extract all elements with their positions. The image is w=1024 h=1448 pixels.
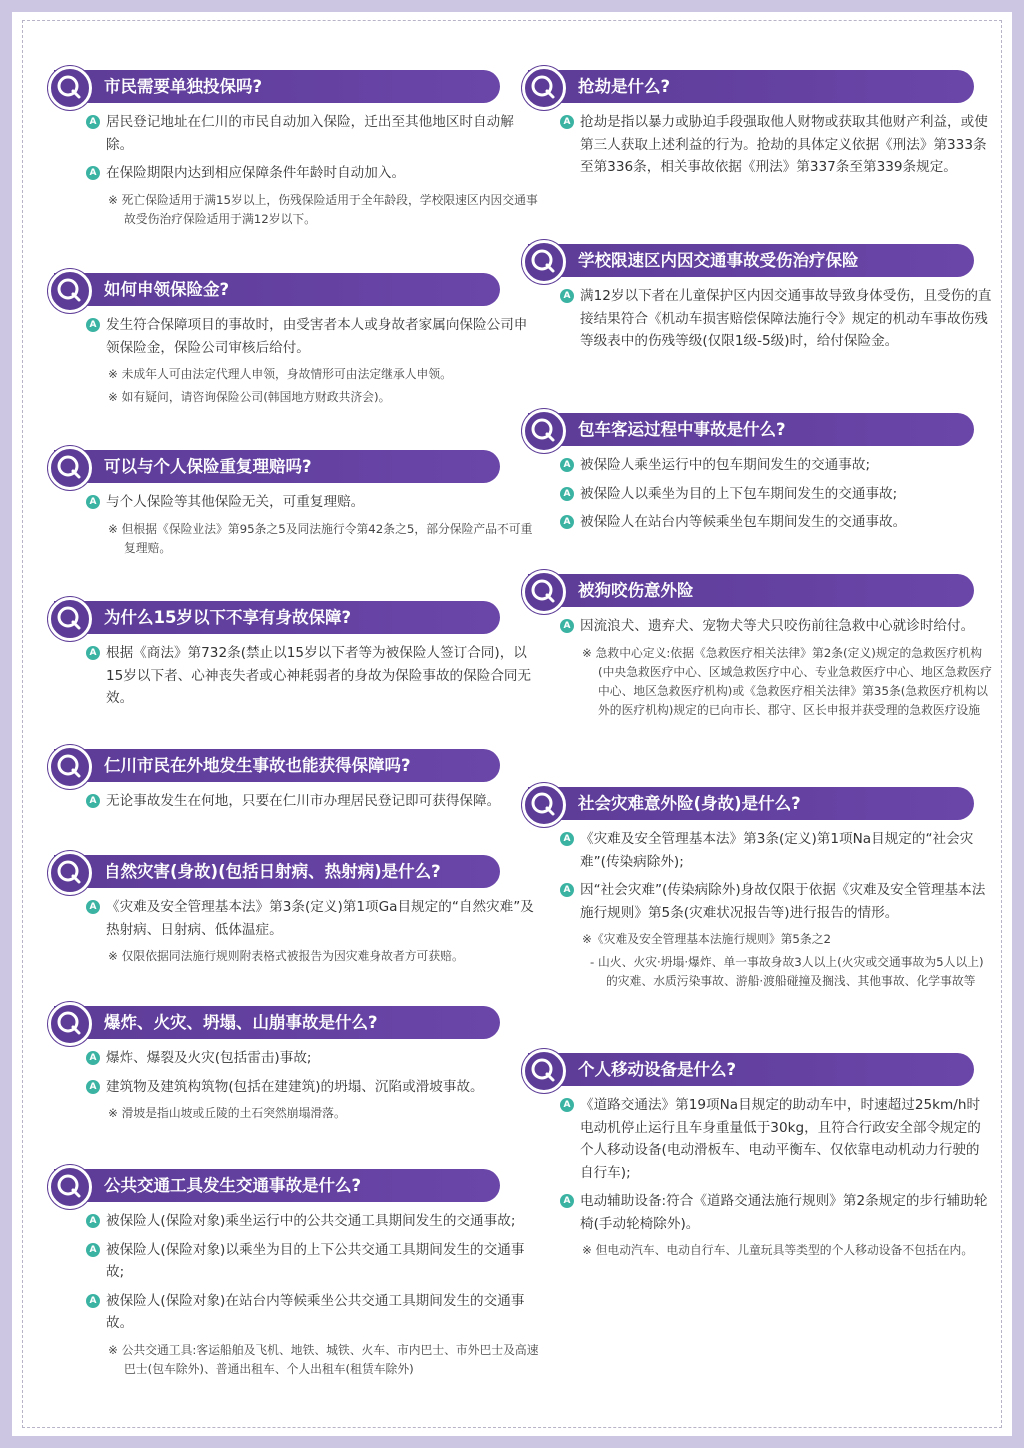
qa-block: [524, 1053, 992, 1264]
a-icon: A: [560, 515, 574, 529]
answer-text: 《道路交通法》第19项Na目规定的助动车中，时速超过25km/h时电动机停止运行且车身重量低于30kg，且符合行政安全部令规定的个人移动设备(电动滑板车、电动平衡车、仅依靠电动机动力行驶的自行车);: [580, 1097, 981, 1181]
q-icon: [522, 409, 566, 453]
qa-block: [524, 413, 992, 540]
a-icon: A: [86, 794, 100, 808]
qa-block: [50, 273, 540, 411]
a-icon: A: [560, 1194, 574, 1208]
q-icon: [48, 1002, 92, 1046]
answer-text: 满12岁以下者在儿童保护区内因交通事故导致身体受伤，且受伤的直接结果符合《机动车损害赔偿保障法施行令》规定的机动车事故伤残等级表中的伤残等级(仅限1级-5级)时，给付保险金。: [580, 288, 992, 349]
note-text: ※ 仅限依据同法施行规则附表格式被报告为因灾难身故者方可获赔。: [108, 949, 464, 963]
note-text: ※ 公共交通工具:客运船舶及飞机、地铁、城铁、火车、市内巴士、市外巴士及高速巴士(包车除外)、普通出租车、个人出租车(租赁车除外): [108, 1342, 539, 1376]
a-icon: A: [86, 1080, 100, 1094]
q-icon: [48, 269, 92, 313]
answer-item: [86, 896, 540, 941]
answer-item: [86, 1239, 540, 1284]
answer-text: 建筑物及建筑构筑物(包括在建建筑)的坍塌、沉陷或滑坡事故。: [106, 1078, 484, 1095]
answer-list: [524, 285, 992, 353]
q-icon: [48, 446, 92, 490]
a-icon: A: [560, 883, 574, 897]
answer-item: [86, 491, 540, 514]
q-icon: [522, 240, 566, 284]
note-text: ※ 急救中心定义:依据《急救医疗相关法律》第2条(定义)规定的急救医疗机构(中央急救医疗中心、区域急救医疗中心、专业急救医疗中心、地区急救医疗中心、地区急救医疗机构)或《急救医疗相关法律》第35条(急救医疗机构以外的医疗机构)规定的已向市长、郡守、区长申报并获受理的急救医疗设施: [582, 645, 992, 717]
answer-list: [524, 828, 992, 991]
question-bar: [528, 244, 974, 277]
answer-text: 在保险期限内达到相应保障条件年龄时自动加入。: [106, 165, 406, 181]
answer-item: [86, 111, 540, 156]
question-text: 公共交通工具发生交通事故是什么?: [104, 1176, 362, 1195]
answer-item: [86, 1076, 540, 1099]
note-text: ※ 但电动汽车、电动自行车、儿童玩具等类型的个人移动设备不包括在内。: [582, 1243, 974, 1257]
answer-list: [524, 111, 992, 179]
answer-list: [50, 642, 540, 710]
qa-block: [524, 244, 992, 359]
answer-list: [524, 1094, 992, 1260]
question-bar: [528, 1053, 974, 1086]
qa-block: [50, 1169, 540, 1383]
note-text: ※ 滑坡是指山坡或丘陵的土石突然崩塌滑落。: [108, 1106, 346, 1120]
note-text: ※ 如有疑问，请咨询保险公司(韩国地方财政共济会)。: [108, 390, 391, 404]
question-text: 抢劫是什么?: [578, 77, 671, 96]
answer-list: [524, 615, 992, 720]
answer-item: [560, 1190, 992, 1235]
q-icon: [48, 597, 92, 641]
answer-item: [560, 111, 992, 179]
question-text: 为什么15岁以下不享有身故保障?: [104, 608, 352, 627]
question-bar: [528, 574, 974, 607]
answer-item: [560, 483, 992, 506]
question-bar: [528, 413, 974, 446]
a-icon: A: [86, 1214, 100, 1228]
answer-list: [50, 491, 540, 558]
question-bar: [54, 273, 500, 306]
answer-item: [86, 162, 540, 185]
a-icon: A: [560, 458, 574, 472]
answer-text: 因流浪犬、遗弃犬、宠物犬等犬只咬伤前往急救中心就诊时给付。: [580, 618, 975, 634]
answer-list: [50, 1047, 540, 1123]
answer-list: [50, 314, 540, 407]
qa-block: [50, 1006, 540, 1127]
question-bar: [54, 1006, 500, 1039]
qa-block: [524, 787, 992, 995]
qa-block: [524, 574, 992, 724]
answer-text: 《灾难及安全管理基本法》第3条(定义)第1项Na目规定的“社会灾难”(传染病除外);: [580, 831, 974, 870]
a-icon: A: [560, 115, 574, 129]
a-icon: A: [560, 1098, 574, 1112]
answer-item: [560, 615, 992, 638]
a-icon: A: [86, 646, 100, 660]
answer-text: 《灾难及安全管理基本法》第3条(定义)第1项Ga目规定的“自然灾难”及热射病、日射病、低体温症。: [106, 899, 534, 938]
q-icon: [48, 851, 92, 895]
answer-item: [560, 285, 992, 353]
qa-block: [50, 450, 540, 562]
answer-item: [86, 314, 540, 359]
q-icon: [48, 66, 92, 110]
qa-block: [524, 70, 992, 185]
qa-block: [50, 749, 540, 819]
question-bar: [54, 601, 500, 634]
question-text: 如何申领保险金?: [104, 280, 230, 299]
answer-text: 因“社会灾难”(传染病除外)身故仅限于依据《灾难及安全管理基本法施行规则》第5条(灾难状况报告等)进行报告的情形。: [580, 882, 986, 921]
a-icon: A: [86, 318, 100, 332]
a-icon: A: [86, 1243, 100, 1257]
question-text: 学校限速区内因交通事故受伤治疗保险: [578, 251, 859, 270]
question-bar: [54, 70, 500, 103]
a-icon: A: [86, 1051, 100, 1065]
a-icon: A: [560, 619, 574, 633]
a-icon: A: [86, 1294, 100, 1308]
qa-block: [50, 70, 540, 233]
question-bar: [54, 1169, 500, 1202]
answer-text: 被保险人在站台内等候乘坐包车期间发生的交通事故。: [580, 514, 907, 530]
answer-text: 被保险人以乘坐为目的上下包车期间发生的交通事故;: [580, 485, 898, 502]
question-text: 仁川市民在外地发生事故也能获得保障吗?: [104, 756, 411, 775]
q-icon: [48, 1165, 92, 1209]
question-bar: [54, 450, 500, 483]
answer-item: [86, 1210, 540, 1233]
answer-item: [86, 1290, 540, 1335]
q-icon: [522, 783, 566, 827]
answer-text: 抢劫是指以暴力或胁迫手段强取他人财物或获取其他财产利益，或使第三人获取上述利益的行为。抢劫的具体定义依据《刑法》第333条至第336条，相关事故依据《刑法》第337条至第339条规定。: [580, 114, 988, 175]
question-text: 个人移动设备是什么?: [578, 1060, 737, 1079]
a-icon: A: [86, 115, 100, 129]
answer-list: [524, 454, 992, 534]
note-text: - 山火、火灾·坍塌·爆炸、单一事故身故3人以上(火灾或交通事故为5人以上)的灾难、水质污染事故、游船·渡船碰撞及搁浅、其他事故、化学事故等: [590, 955, 984, 988]
answer-list: [50, 790, 540, 813]
q-icon: [522, 1049, 566, 1093]
question-text: 自然灾害(身故)(包括日射病、热射病)是什么?: [104, 862, 441, 881]
answer-item: [86, 642, 540, 710]
answer-text: 根据《商法》第732条(禁止以15岁以下者等为被保险人签订合同)，以15岁以下者、心神丧失者或心神耗弱者的身故为保险事故的保险合同无效。: [106, 645, 532, 706]
answer-text: 居民登记地址在仁川的市民自动加入保险，迁出至其他地区时自动解除。: [106, 114, 514, 153]
q-icon: [522, 66, 566, 110]
question-text: 爆炸、火灾、坍塌、山崩事故是什么?: [104, 1013, 378, 1032]
question-text: 包车客运过程中事故是什么?: [578, 420, 786, 439]
answer-list: [50, 111, 540, 229]
question-text: 可以与个人保险重复理赔吗?: [104, 457, 312, 476]
question-text: 社会灾难意外险(身故)是什么?: [578, 794, 801, 813]
answer-list: [50, 896, 540, 966]
answer-text: 被保险人(保险对象)在站台内等候乘坐公共交通工具期间发生的交通事故。: [106, 1292, 525, 1331]
note-text: ※ 死亡保险适用于满15岁以上，伤残保险适用于全年龄段，学校限速区内因交通事故受伤治疗保险适用于满12岁以下。: [108, 192, 538, 226]
answer-text: 发生符合保障项目的事故时，由受害者本人或身故者家属向保险公司申领保险金，保险公司审核后给付。: [106, 317, 528, 356]
qa-block: [50, 601, 540, 716]
note-text: ※ 但根据《保险业法》第95条之5及同法施行令第42条之5，部分保险产品不可重复理赔。: [108, 521, 533, 555]
q-icon: [522, 570, 566, 614]
answer-text: 被保险人(保险对象)乘坐运行中的公共交通工具期间发生的交通事故;: [106, 1213, 516, 1229]
page: [12, 12, 1012, 1436]
a-icon: A: [560, 487, 574, 501]
answer-text: 电动辅助设备:符合《道路交通法施行规则》第2条规定的步行辅助轮椅(手动轮椅除外)。: [580, 1193, 988, 1232]
answer-item: [560, 879, 992, 924]
note-text: ※《灾难及安全管理基本法施行规则》第5条之2: [582, 932, 832, 946]
q-icon: [48, 745, 92, 789]
a-icon: A: [560, 832, 574, 846]
answer-item: [560, 454, 992, 477]
answer-text: 被保险人(保险对象)以乘坐为目的上下公共交通工具期间发生的交通事故;: [106, 1241, 525, 1280]
a-icon: A: [560, 289, 574, 303]
qa-block: [50, 855, 540, 970]
a-icon: A: [86, 495, 100, 509]
question-bar: [54, 855, 500, 888]
answer-item: [86, 1047, 540, 1070]
question-text: 被狗咬伤意外险: [578, 581, 694, 600]
answer-list: [50, 1210, 540, 1379]
answer-text: 爆炸、爆裂及火灾(包括雷击)事故;: [106, 1050, 312, 1066]
question-bar: [528, 787, 974, 820]
a-icon: A: [86, 900, 100, 914]
question-bar: [528, 70, 974, 103]
answer-text: 与个人保险等其他保险无关，可重复理赔。: [106, 494, 365, 510]
answer-text: 无论事故发生在何地，只要在仁川市办理居民登记即可获得保障。: [106, 793, 501, 809]
note-text: ※ 未成年人可由法定代理人申领，身故情形可由法定继承人申领。: [108, 367, 452, 381]
question-text: 市民需要单独投保吗?: [104, 77, 263, 96]
answer-item: [560, 828, 992, 873]
answer-item: [560, 511, 992, 534]
question-bar: [54, 749, 500, 782]
a-icon: A: [86, 166, 100, 180]
answer-text: 被保险人乘坐运行中的包车期间发生的交通事故;: [580, 457, 871, 473]
answer-item: [560, 1094, 992, 1184]
answer-item: [86, 790, 540, 813]
